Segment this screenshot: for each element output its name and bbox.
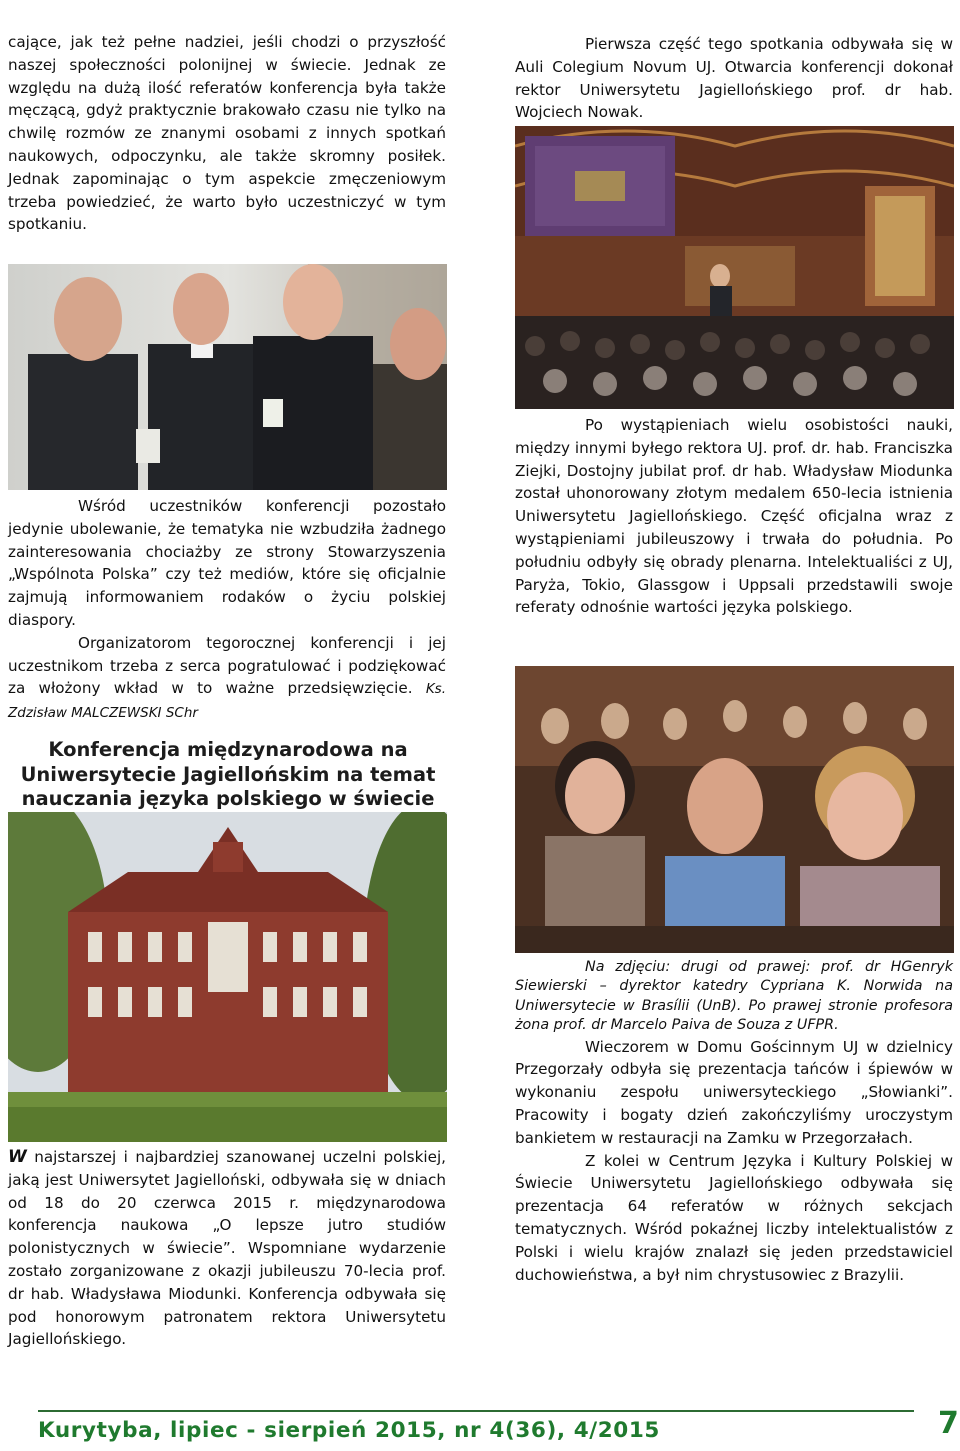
dropcap-letter: W [8, 1147, 27, 1167]
paragraph-evening: Wieczorem w Domu Gościnnym UJ w dzielnicy Przegorzały odbyła się prezentacja tańców i śpiewów w wykonaniu zespołu uniwersyteckiego „Słowianki”. Pracowity i bogaty dzień zakończyliśmy uroczystym bankietem w restauracji na Zamku w Przegorzałach. [515, 1037, 953, 1147]
congratulations-text: Organizatorom tegorocznej konferencji i jej uczestnikom trzeba z serca pogratulować i podziękować za włożony wkład w to ważne przedsięwzięcie. [8, 633, 446, 698]
audience-image [515, 666, 954, 953]
footer-divider [38, 1410, 914, 1412]
paragraph-congratulations [8, 632, 446, 725]
right-column-top [515, 33, 953, 124]
left-column-bottom [8, 1146, 446, 1351]
photo-caption-text: Na zdjęciu: drugi od prawej: prof. dr HGenryk Siewierski – dyrektor katedry Cypriana K. Norwida na Uniwersytecie w Brasílii (UnB). Po prawej stronie profesora żona prof. dr Marcelo Paiva de Souza z UFPR. [515, 959, 953, 1034]
author-signature: Ks. Zdzisław MALCZEWSKI SChr [8, 681, 446, 722]
photo-participants [8, 264, 447, 490]
aula-image [515, 126, 954, 409]
photo-collegium-novum [8, 812, 447, 1142]
article-headline: Konferencja międzynarodowa na Uniwersytecie Jagiellońskim na temat nauczania języka polskiego w świecie [20, 738, 436, 811]
right-column-bottom [515, 958, 953, 1286]
paragraph-regret: Wśród uczestników konferencji pozostało jedynie ubolewanie, że tematyka nie wzbudziła żadnego zainteresowania chociażby ze strony Stowarzyszenia „Wspólnota Polska” czy też mediów, które się oficjalnie zajmują informowaniem rodaków o życiu polskiej diaspory. [8, 497, 446, 629]
photo-caption [515, 958, 953, 1036]
photo-aula [515, 126, 954, 409]
photo-audience [515, 666, 954, 953]
left-column-middle [8, 495, 446, 725]
left-column-top [8, 31, 446, 236]
footer-issue: Kurytyba, lipiec - sierpień 2015, nr 4(36), 4/2015 [38, 1418, 660, 1443]
paragraph-opening: Pierwsza część tego spotkania odbywała się w Auli Colegium Novum UJ. Otwarcia konferencji dokonał rektor Uniwersytetu Jagiellońskiego prof. dr hab. Wojciech Nowak. [515, 35, 953, 122]
paragraph-conference-intro [8, 1146, 446, 1351]
page-number: 7 [938, 1406, 959, 1441]
building-image [8, 812, 447, 1142]
right-column-middle [515, 414, 953, 619]
paragraph-centre: Z kolei w Centrum Języka i Kultury Polskiej w Świecie Uniwersytetu Jagiellońskiego odbywała się prezentacja 64 referatów w różnych sekcjach tematycznych. Wśród pokaźnej liczby intelektualistów z Polski i wielu krajów znalazł się jeden przedstawiciel duchowieństwa, a był nim chrystusowiec z Brazylii. [515, 1151, 953, 1284]
paragraph-speeches: Po wystąpieniach wielu osobistości nauki, między innymi byłego rektora UJ. prof. dr. hab. Franciszka Ziejki, Dostojny jubilat prof. dr hab. Władysław Miodunka został uhonorowany złotym medalem 650-lecia istnienia Uniwersytetu Jagiellońskiego. Część oficjalna wraz z wystąpieniami jubileuszowy i trwała do południa. Po południu odbyły się obrady plenarna. Intelektualiści z UJ, Paryża, Tokio, Glassgow i Uppsali przedstawili swoje referaty odnośnie wartości języka polskiego. [515, 416, 953, 617]
conference-intro-text: najstarszej i najbardziej szanowanej uczelni polskiej, jaką jest Uniwersytet Jagielloński, odbywała się w dniach od 18 do 20 czerwca 2015 r. międzynarodowa konferencja naukowa „O lepsze jutro studiów polonistycznych w świecie”. Wspomniane wydarzenie zostało zorganizowane z okazji jubileuszu 70-lecia prof. dr hab. Władysława Miodunki. Konferencja odbywała się pod honorowym patronatem rektora Uniwersytetu Jagiellońskiego. [8, 1148, 446, 1349]
paragraph-intro: cające, jak też pełne nadziei, jeśli chodzi o przyszłość naszej społeczności polonijnej w świecie. Jednak ze względu na dużą ilość referatów konferencja była także męczącą, gdyż praktycznie brakowało czasu nie tylko na chwilę rozmów ze znanymi osobami z innych spotkań naukowych, odpoczynku, ale także skromny posiłek. Jednak zapominając o tym aspekcie zmęczeniowym trzeba powiedzieć, że warto było uczestniczyć w tym spotkaniu. [8, 33, 446, 234]
participants-image [8, 264, 447, 490]
